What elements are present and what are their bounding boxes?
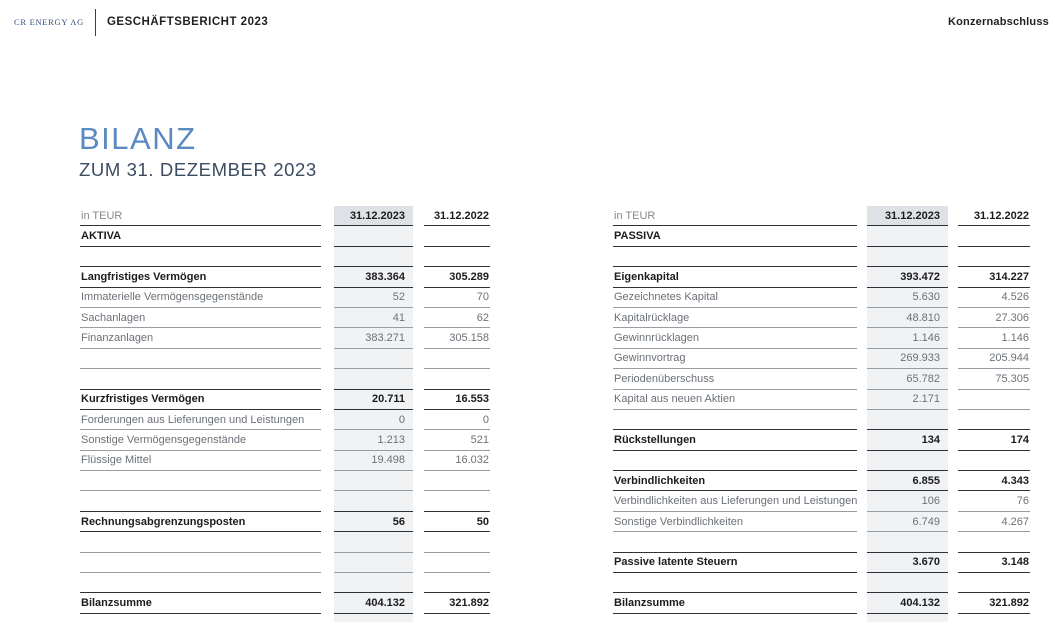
column-gap bbox=[321, 206, 334, 226]
page-title-block bbox=[79, 123, 317, 181]
column-gap bbox=[857, 491, 867, 511]
value-2022 bbox=[424, 553, 490, 573]
value-2023 bbox=[334, 247, 413, 267]
value-2022: 31.12.2022 bbox=[958, 206, 1030, 226]
value-2022: 321.892 bbox=[424, 593, 490, 613]
table-row-kurzfristiges-vermögen bbox=[80, 390, 490, 410]
table-row-passiva bbox=[613, 226, 1030, 246]
value-2023 bbox=[334, 573, 413, 593]
topbar bbox=[0, 0, 1055, 44]
column-gap bbox=[413, 267, 424, 287]
row-label bbox=[613, 614, 857, 622]
aktiva-table bbox=[80, 206, 490, 622]
row-label: Verbindlichkeiten aus Lieferungen und Leistungen bbox=[613, 491, 857, 511]
table-row-immaterielle-vermögensgegenstände bbox=[80, 288, 490, 308]
row-label: Kurzfristiges Vermögen bbox=[80, 390, 321, 410]
value-2023 bbox=[867, 451, 948, 471]
value-2023 bbox=[334, 349, 413, 369]
row-label: in TEUR bbox=[80, 206, 321, 226]
table-row-rückstellungen bbox=[613, 430, 1030, 450]
column-gap bbox=[321, 328, 334, 348]
column-gap bbox=[413, 288, 424, 308]
value-2022: 4.343 bbox=[958, 471, 1030, 491]
value-2022: 4.267 bbox=[958, 512, 1030, 532]
value-2023 bbox=[334, 471, 413, 491]
column-gap bbox=[321, 430, 334, 450]
value-2022: 0 bbox=[424, 410, 490, 430]
table-row-bilanzsumme bbox=[80, 593, 490, 613]
value-2022: 3.148 bbox=[958, 553, 1030, 573]
value-2023: 41 bbox=[334, 308, 413, 328]
row-label: Gewinnrücklagen bbox=[613, 328, 857, 348]
company-logo: CR ENERGY AG bbox=[14, 17, 84, 27]
value-2022: 205.944 bbox=[958, 349, 1030, 369]
value-2022: 70 bbox=[424, 288, 490, 308]
column-gap bbox=[948, 328, 958, 348]
column-gap bbox=[413, 430, 424, 450]
value-2022 bbox=[958, 247, 1030, 267]
value-2022 bbox=[958, 573, 1030, 593]
column-gap bbox=[857, 451, 867, 471]
column-gap bbox=[857, 430, 867, 450]
column-gap bbox=[321, 288, 334, 308]
value-2022: 16.553 bbox=[424, 390, 490, 410]
table-row-blank bbox=[613, 532, 1030, 552]
row-label: Flüssige Mittel bbox=[80, 451, 321, 471]
value-2023: 31.12.2023 bbox=[334, 206, 413, 226]
value-2023: 65.782 bbox=[867, 369, 948, 389]
column-gap bbox=[857, 471, 867, 491]
column-gap bbox=[857, 349, 867, 369]
column-gap bbox=[857, 593, 867, 613]
value-2022 bbox=[958, 226, 1030, 246]
column-gap bbox=[948, 491, 958, 511]
value-2023 bbox=[867, 532, 948, 552]
value-2023: 48.810 bbox=[867, 308, 948, 328]
column-gap bbox=[948, 430, 958, 450]
table-row-kapital-aus-neuen-aktien bbox=[613, 390, 1030, 410]
row-label bbox=[613, 573, 857, 593]
value-2022: 76 bbox=[958, 491, 1030, 511]
table-row-blank bbox=[613, 247, 1030, 267]
column-gap bbox=[857, 308, 867, 328]
table-row-blank bbox=[613, 410, 1030, 430]
row-label: Langfristiges Vermögen bbox=[80, 267, 321, 287]
column-gap bbox=[413, 593, 424, 613]
row-label bbox=[613, 247, 857, 267]
column-gap bbox=[857, 532, 867, 552]
table-row-periodenüberschuss bbox=[613, 369, 1030, 389]
column-gap bbox=[948, 512, 958, 532]
value-2023 bbox=[867, 410, 948, 430]
value-2022 bbox=[424, 247, 490, 267]
value-2023 bbox=[334, 491, 413, 511]
column-gap bbox=[321, 491, 334, 511]
column-gap bbox=[948, 247, 958, 267]
table-row-rechnungsabgrenzungsposten bbox=[80, 512, 490, 532]
column-gap bbox=[321, 573, 334, 593]
column-gap bbox=[413, 532, 424, 552]
column-gap bbox=[948, 451, 958, 471]
table-row-blank bbox=[80, 247, 490, 267]
column-gap bbox=[948, 349, 958, 369]
column-gap bbox=[413, 390, 424, 410]
row-label: Rückstellungen bbox=[613, 430, 857, 450]
column-gap bbox=[321, 471, 334, 491]
value-2023 bbox=[334, 614, 413, 622]
value-2023 bbox=[867, 573, 948, 593]
value-2022: 4.526 bbox=[958, 288, 1030, 308]
column-gap bbox=[857, 288, 867, 308]
column-gap bbox=[321, 512, 334, 532]
value-2023: 31.12.2023 bbox=[867, 206, 948, 226]
value-2023: 106 bbox=[867, 491, 948, 511]
chapter-label: Konzernabschluss bbox=[947, 16, 1049, 28]
value-2023 bbox=[867, 247, 948, 267]
column-gap bbox=[948, 410, 958, 430]
column-gap bbox=[321, 226, 334, 246]
row-label: Passive latente Steuern bbox=[613, 553, 857, 573]
column-gap bbox=[857, 573, 867, 593]
table-row-blank bbox=[80, 349, 490, 369]
value-2022: 321.892 bbox=[958, 593, 1030, 613]
row-label: in TEUR bbox=[613, 206, 857, 226]
value-2023: 404.132 bbox=[334, 593, 413, 613]
column-gap bbox=[948, 614, 958, 622]
value-2023: 134 bbox=[867, 430, 948, 450]
column-gap bbox=[413, 349, 424, 369]
row-label bbox=[613, 410, 857, 430]
row-label: Gewinnvortrag bbox=[613, 349, 857, 369]
value-2022 bbox=[424, 349, 490, 369]
row-label: Sonstige Verbindlichkeiten bbox=[613, 512, 857, 532]
table-row-blank bbox=[613, 573, 1030, 593]
column-gap bbox=[321, 349, 334, 369]
column-gap bbox=[948, 532, 958, 552]
value-2023: 1.146 bbox=[867, 328, 948, 348]
row-label: PASSIVA bbox=[613, 226, 857, 246]
column-gap bbox=[413, 328, 424, 348]
row-label: Forderungen aus Lieferungen und Leistungen bbox=[80, 410, 321, 430]
column-gap bbox=[413, 369, 424, 389]
value-2023: 404.132 bbox=[867, 593, 948, 613]
column-gap bbox=[413, 247, 424, 267]
value-2023: 20.711 bbox=[334, 390, 413, 410]
row-label bbox=[80, 614, 321, 622]
column-gap bbox=[857, 369, 867, 389]
value-2023: 6.749 bbox=[867, 512, 948, 532]
column-gap bbox=[321, 532, 334, 552]
column-gap bbox=[413, 206, 424, 226]
row-label: Verbindlichkeiten bbox=[613, 471, 857, 491]
table-row-blank bbox=[80, 369, 490, 389]
column-gap bbox=[321, 451, 334, 471]
column-gap bbox=[857, 553, 867, 573]
value-2022: 1.146 bbox=[958, 328, 1030, 348]
column-gap bbox=[857, 328, 867, 348]
table-row-sonstige-vermögensgegenstände bbox=[80, 430, 490, 450]
row-label: Sachanlagen bbox=[80, 308, 321, 328]
column-gap bbox=[948, 206, 958, 226]
report-title: GESCHÄFTSBERICHT 2023 bbox=[106, 16, 269, 28]
value-2023 bbox=[334, 553, 413, 573]
value-2023: 269.933 bbox=[867, 349, 948, 369]
column-gap bbox=[321, 369, 334, 389]
column-gap bbox=[413, 614, 424, 622]
row-label: Kapitalrücklage bbox=[613, 308, 857, 328]
column-gap bbox=[413, 308, 424, 328]
table-row-blank bbox=[613, 451, 1030, 471]
table-row-verbindlichkeiten bbox=[613, 471, 1030, 491]
table-row-aktiva bbox=[80, 226, 490, 246]
value-2022 bbox=[424, 614, 490, 622]
value-2023: 2.171 bbox=[867, 390, 948, 410]
row-label bbox=[80, 247, 321, 267]
column-gap bbox=[948, 573, 958, 593]
column-gap bbox=[857, 614, 867, 622]
row-label bbox=[80, 573, 321, 593]
column-gap bbox=[857, 390, 867, 410]
page-title: BILANZ bbox=[79, 121, 197, 156]
table-row-eigenkapital bbox=[613, 267, 1030, 287]
column-gap bbox=[321, 410, 334, 430]
column-shade-tail bbox=[613, 614, 1030, 622]
column-gap bbox=[857, 247, 867, 267]
table-row-sachanlagen bbox=[80, 308, 490, 328]
row-label bbox=[80, 491, 321, 511]
table-row-gewinnvortrag bbox=[613, 349, 1030, 369]
value-2023: 393.472 bbox=[867, 267, 948, 287]
column-gap bbox=[948, 471, 958, 491]
value-2023: 6.855 bbox=[867, 471, 948, 491]
row-label: Finanzanlagen bbox=[80, 328, 321, 348]
column-gap bbox=[948, 308, 958, 328]
column-gap bbox=[857, 267, 867, 287]
column-gap bbox=[321, 553, 334, 573]
value-2022: 50 bbox=[424, 512, 490, 532]
column-gap bbox=[948, 593, 958, 613]
value-2022: 521 bbox=[424, 430, 490, 450]
column-gap bbox=[413, 410, 424, 430]
column-gap bbox=[321, 247, 334, 267]
value-2023 bbox=[334, 369, 413, 389]
column-gap bbox=[321, 390, 334, 410]
value-2022: 27.306 bbox=[958, 308, 1030, 328]
row-label bbox=[80, 553, 321, 573]
row-label: Kapital aus neuen Aktien bbox=[613, 390, 857, 410]
value-2023: 52 bbox=[334, 288, 413, 308]
column-gap bbox=[857, 410, 867, 430]
column-gap bbox=[413, 512, 424, 532]
table-row-blank bbox=[80, 532, 490, 552]
value-2022: 174 bbox=[958, 430, 1030, 450]
value-2023: 0 bbox=[334, 410, 413, 430]
column-gap bbox=[948, 288, 958, 308]
column-gap bbox=[413, 226, 424, 246]
column-gap bbox=[413, 491, 424, 511]
value-2022 bbox=[958, 451, 1030, 471]
table-row-in-teur bbox=[80, 206, 490, 226]
table-row-passive-latente-steuern bbox=[613, 553, 1030, 573]
value-2022 bbox=[424, 369, 490, 389]
value-2023 bbox=[334, 226, 413, 246]
column-gap bbox=[321, 593, 334, 613]
value-2023 bbox=[334, 532, 413, 552]
logo-divider bbox=[95, 9, 96, 36]
table-row-in-teur bbox=[613, 206, 1030, 226]
column-gap bbox=[413, 573, 424, 593]
table-row-verbindlichkeiten-aus-lieferungen-und-leistungen bbox=[613, 491, 1030, 511]
row-label: Bilanzsumme bbox=[613, 593, 857, 613]
value-2022: 305.289 bbox=[424, 267, 490, 287]
table-row-sonstige-verbindlichkeiten bbox=[613, 512, 1030, 532]
table-row-bilanzsumme bbox=[613, 593, 1030, 613]
value-2023: 5.630 bbox=[867, 288, 948, 308]
passiva-table bbox=[613, 206, 1030, 622]
row-label bbox=[80, 532, 321, 552]
value-2022: 62 bbox=[424, 308, 490, 328]
column-gap bbox=[413, 451, 424, 471]
row-label bbox=[80, 369, 321, 389]
column-gap bbox=[857, 226, 867, 246]
column-gap bbox=[948, 226, 958, 246]
value-2023: 19.498 bbox=[334, 451, 413, 471]
value-2022 bbox=[958, 410, 1030, 430]
column-gap bbox=[948, 553, 958, 573]
row-label bbox=[80, 349, 321, 369]
column-gap bbox=[413, 553, 424, 573]
value-2022 bbox=[958, 614, 1030, 622]
column-gap bbox=[321, 267, 334, 287]
value-2022: 305.158 bbox=[424, 328, 490, 348]
column-gap bbox=[948, 369, 958, 389]
value-2022: 31.12.2022 bbox=[424, 206, 490, 226]
table-row-blank bbox=[80, 491, 490, 511]
table-row-blank bbox=[80, 573, 490, 593]
table-row-blank bbox=[80, 471, 490, 491]
table-row-finanzanlagen bbox=[80, 328, 490, 348]
row-label bbox=[613, 532, 857, 552]
table-row-langfristiges-vermögen bbox=[80, 267, 490, 287]
column-gap bbox=[857, 206, 867, 226]
value-2023: 383.271 bbox=[334, 328, 413, 348]
table-row-blank bbox=[80, 553, 490, 573]
row-label: Bilanzsumme bbox=[80, 593, 321, 613]
row-label: AKTIVA bbox=[80, 226, 321, 246]
column-gap bbox=[948, 267, 958, 287]
page-subtitle: ZUM 31. DEZEMBER 2023 bbox=[79, 158, 317, 180]
row-label bbox=[80, 471, 321, 491]
table-row-flüssige-mittel bbox=[80, 451, 490, 471]
value-2023: 56 bbox=[334, 512, 413, 532]
value-2022 bbox=[424, 573, 490, 593]
row-label: Periodenüberschuss bbox=[613, 369, 857, 389]
row-label bbox=[613, 451, 857, 471]
row-label: Sonstige Vermögensgegenstände bbox=[80, 430, 321, 450]
value-2023 bbox=[867, 226, 948, 246]
column-gap bbox=[948, 390, 958, 410]
column-gap bbox=[857, 512, 867, 532]
value-2022: 16.032 bbox=[424, 451, 490, 471]
table-row-gezeichnetes-kapital bbox=[613, 288, 1030, 308]
value-2022: 75.305 bbox=[958, 369, 1030, 389]
table-row-gewinnrücklagen bbox=[613, 328, 1030, 348]
value-2022 bbox=[424, 471, 490, 491]
table-row-kapitalrücklage bbox=[613, 308, 1030, 328]
value-2022 bbox=[424, 532, 490, 552]
value-2022 bbox=[424, 491, 490, 511]
row-label: Gezeichnetes Kapital bbox=[613, 288, 857, 308]
value-2023: 3.670 bbox=[867, 553, 948, 573]
column-shade-tail bbox=[80, 614, 490, 622]
table-row-forderungen-aus-lieferungen-und-leistungen bbox=[80, 410, 490, 430]
row-label: Immaterielle Vermögensgegenstände bbox=[80, 288, 321, 308]
column-gap bbox=[321, 614, 334, 622]
value-2023: 1.213 bbox=[334, 430, 413, 450]
value-2022 bbox=[958, 532, 1030, 552]
column-gap bbox=[413, 471, 424, 491]
value-2022 bbox=[424, 226, 490, 246]
column-gap bbox=[321, 308, 334, 328]
row-label: Eigenkapital bbox=[613, 267, 857, 287]
value-2023 bbox=[867, 614, 948, 622]
row-label: Rechnungsabgrenzungsposten bbox=[80, 512, 321, 532]
value-2022 bbox=[958, 390, 1030, 410]
value-2023: 383.364 bbox=[334, 267, 413, 287]
value-2022: 314.227 bbox=[958, 267, 1030, 287]
